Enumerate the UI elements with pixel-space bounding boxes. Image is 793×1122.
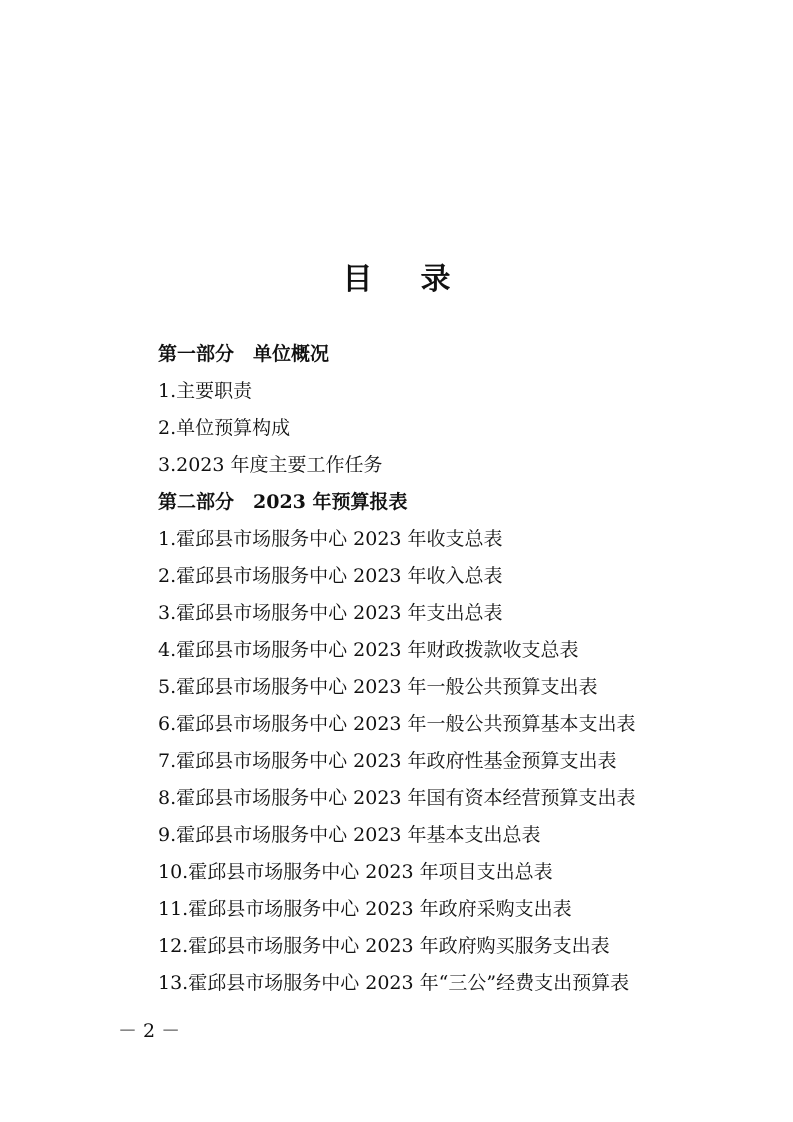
title-char-right: 录	[420, 262, 451, 297]
toc-section-heading: 第二部分 2023 年预算报表	[158, 491, 408, 513]
toc-section-heading: 第一部分 单位概况	[158, 343, 330, 365]
toc-item: 2.霍邱县市场服务中心 2023 年收入总表	[158, 565, 503, 587]
toc-item: 11.霍邱县市场服务中心 2023 年政府采购支出表	[158, 898, 572, 920]
toc-item: 8.霍邱县市场服务中心 2023 年国有资本经营预算支出表	[158, 787, 636, 809]
toc-item: 5.霍邱县市场服务中心 2023 年一般公共预算支出表	[158, 676, 598, 698]
toc-item: 9.霍邱县市场服务中心 2023 年基本支出总表	[158, 824, 541, 846]
toc-item: 7.霍邱县市场服务中心 2023 年政府性基金预算支出表	[158, 750, 617, 772]
toc-item: 13.霍邱县市场服务中心 2023 年“三公”经费支出预算表	[158, 972, 630, 994]
title-char-left: 目	[342, 262, 373, 297]
toc-item: 3.霍邱县市场服务中心 2023 年支出总表	[158, 602, 503, 624]
page-number: － 2 －	[118, 1020, 181, 1042]
toc-item: 12.霍邱县市场服务中心 2023 年政府购买服务支出表	[158, 935, 610, 957]
table-of-contents	[158, 336, 758, 1002]
toc-item: 3.2023 年度主要工作任务	[158, 454, 383, 476]
toc-item: 10.霍邱县市场服务中心 2023 年项目支出总表	[158, 861, 553, 883]
toc-item: 1.主要职责	[158, 380, 253, 402]
page-title	[0, 254, 793, 298]
toc-item: 1.霍邱县市场服务中心 2023 年收支总表	[158, 528, 503, 550]
toc-item: 4.霍邱县市场服务中心 2023 年财政拨款收支总表	[158, 639, 579, 661]
toc-item: 6.霍邱县市场服务中心 2023 年一般公共预算基本支出表	[158, 713, 636, 735]
toc-item: 2.单位预算构成	[158, 417, 291, 439]
